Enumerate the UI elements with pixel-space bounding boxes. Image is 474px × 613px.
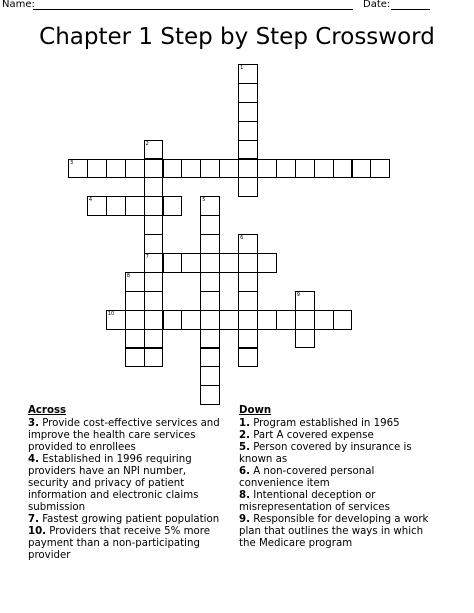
grid-cell[interactable] <box>125 329 145 349</box>
grid-cell[interactable] <box>238 102 258 122</box>
grid-cell[interactable] <box>200 234 220 254</box>
grid-cell[interactable] <box>200 291 220 311</box>
down-clue <box>239 430 439 442</box>
across-clues <box>28 405 228 562</box>
clue-number: 5. <box>239 442 250 453</box>
clue-text: Program established in 1965 <box>249 418 400 429</box>
across-clue <box>28 418 228 454</box>
grid-cell[interactable] <box>238 234 258 254</box>
cell-number: 2 <box>145 140 149 147</box>
grid-cell[interactable] <box>238 83 258 103</box>
cell-number: 7 <box>145 254 149 260</box>
grid-cell[interactable] <box>200 196 220 216</box>
grid-cell[interactable] <box>163 159 183 179</box>
across-clue-list <box>28 418 228 562</box>
grid-cell[interactable] <box>238 253 258 273</box>
grid-cell[interactable] <box>106 196 126 216</box>
grid-cell[interactable] <box>144 253 164 273</box>
grid-cell[interactable] <box>200 215 220 235</box>
down-clue <box>239 418 439 430</box>
grid-cell[interactable] <box>144 348 164 368</box>
grid-cell[interactable] <box>163 310 183 330</box>
down-clue <box>239 514 439 550</box>
clue-text: Part A covered expense <box>249 430 374 441</box>
grid-cell[interactable] <box>144 177 164 197</box>
clue-text: A non-covered personal convenience item <box>239 466 375 489</box>
cell-number: 9 <box>296 291 300 298</box>
grid-cell[interactable] <box>125 159 145 179</box>
grid-cell[interactable] <box>106 159 126 179</box>
grid-cell[interactable] <box>257 159 277 179</box>
grid-cell[interactable] <box>219 253 239 273</box>
grid-cell[interactable] <box>238 272 258 292</box>
grid-cell[interactable] <box>238 64 258 84</box>
grid-cell[interactable] <box>295 159 315 179</box>
clue-text: Person covered by insurance is known as <box>239 442 412 465</box>
grid-cell[interactable] <box>125 348 145 368</box>
cell-number: 5 <box>202 197 206 204</box>
grid-cell[interactable] <box>219 159 239 179</box>
grid-cell[interactable] <box>200 159 220 179</box>
cell-number: 3 <box>70 159 74 166</box>
grid-cell[interactable] <box>125 272 145 292</box>
across-clue <box>28 526 228 562</box>
grid-cell[interactable] <box>106 310 126 330</box>
grid-cell[interactable] <box>163 253 183 273</box>
grid-cell[interactable] <box>125 291 145 311</box>
down-clue <box>239 466 439 490</box>
clue-text: Provide cost-effective services and improve the health care services provided to enrollees <box>28 418 220 453</box>
grid-cell[interactable] <box>144 329 164 349</box>
grid-cell[interactable] <box>87 159 107 179</box>
down-clue-list <box>239 418 439 550</box>
grid-cell[interactable] <box>238 329 258 349</box>
down-heading: Down <box>239 405 272 416</box>
grid-cell[interactable] <box>238 177 258 197</box>
page-title: Chapter 1 Step by Step Crossword <box>39 24 435 50</box>
clue-number: 10. <box>28 526 47 537</box>
grid-cell[interactable] <box>144 159 164 179</box>
clue-number: 8. <box>239 490 250 501</box>
grid-cell[interactable] <box>181 253 201 273</box>
grid-cell[interactable] <box>200 329 220 349</box>
clue-text: Intentional deception or misrepresentation of services <box>239 490 390 513</box>
grid-cell[interactable] <box>333 159 353 179</box>
grid-cell[interactable] <box>125 310 145 330</box>
grid-cell[interactable] <box>144 291 164 311</box>
clue-text: Providers that receive 5% more payment than a non-participating provider <box>28 526 210 561</box>
down-clue <box>239 442 439 466</box>
grid-cell[interactable] <box>200 272 220 292</box>
grid-cell[interactable] <box>314 310 334 330</box>
grid-cell[interactable] <box>200 366 220 386</box>
grid-cell[interactable] <box>200 385 220 405</box>
grid-cell[interactable] <box>125 196 145 216</box>
down-clue <box>239 490 439 514</box>
cell-number: 4 <box>88 197 93 204</box>
cell-number: 8 <box>126 272 130 279</box>
grid-cell[interactable] <box>144 215 164 235</box>
grid-cell[interactable] <box>144 234 164 254</box>
grid-cell[interactable] <box>333 310 353 330</box>
grid-cell[interactable] <box>257 253 277 273</box>
clue-number: 7. <box>28 514 39 525</box>
grid-cell[interactable] <box>144 310 164 330</box>
grid-cell[interactable] <box>200 310 220 330</box>
grid-cell[interactable] <box>352 159 372 179</box>
across-clue <box>28 454 228 514</box>
grid-cell[interactable] <box>276 310 296 330</box>
clue-number: 4. <box>28 454 39 465</box>
across-heading: Across <box>28 405 67 416</box>
down-clues <box>239 405 439 550</box>
grid-cell[interactable] <box>144 196 164 216</box>
clue-text: Established in 1996 requiring providers have an NPI number, security and privacy of patient information and electronic claims submission <box>28 454 199 513</box>
grid-cell[interactable] <box>314 159 334 179</box>
grid-cell[interactable] <box>295 310 315 330</box>
clue-text: Fastest growing patient population <box>38 514 220 525</box>
cell-number: 6 <box>240 235 244 242</box>
grid-cell[interactable] <box>295 291 315 311</box>
grid-cell[interactable] <box>144 140 164 160</box>
grid-cell[interactable] <box>219 310 239 330</box>
cell-number: 10 <box>107 310 115 317</box>
grid-cell[interactable] <box>181 310 201 330</box>
grid-cell[interactable] <box>238 121 258 141</box>
grid-cell[interactable] <box>144 272 164 292</box>
grid-cell[interactable] <box>295 329 315 349</box>
grid-cell[interactable] <box>163 196 183 216</box>
clue-number: 9. <box>239 514 250 525</box>
date-label: Date: <box>363 0 391 10</box>
clue-number: 1. <box>239 418 250 429</box>
clue-number: 6. <box>239 466 250 477</box>
grid-cell[interactable] <box>87 196 107 216</box>
grid-cell[interactable] <box>238 291 258 311</box>
across-clue <box>28 514 228 526</box>
grid-cell[interactable] <box>257 310 277 330</box>
grid-cell[interactable] <box>68 159 88 179</box>
grid-cell[interactable] <box>238 310 258 330</box>
clue-number: 2. <box>239 430 250 441</box>
name-label: Name: <box>2 0 35 10</box>
cell-number: 1 <box>240 65 244 71</box>
clue-text: Responsible for developing a work plan that outlines the ways in which the Medicare program <box>239 514 429 549</box>
clue-number: 3. <box>28 418 39 429</box>
grid-cell[interactable] <box>200 348 220 368</box>
grid-cell[interactable] <box>370 159 390 179</box>
grid-cell[interactable] <box>238 159 258 179</box>
grid-cell[interactable] <box>276 159 296 179</box>
grid-cell[interactable] <box>238 348 258 368</box>
grid-cell[interactable] <box>200 253 220 273</box>
grid-cell[interactable] <box>181 159 201 179</box>
grid-cell[interactable] <box>238 140 258 160</box>
